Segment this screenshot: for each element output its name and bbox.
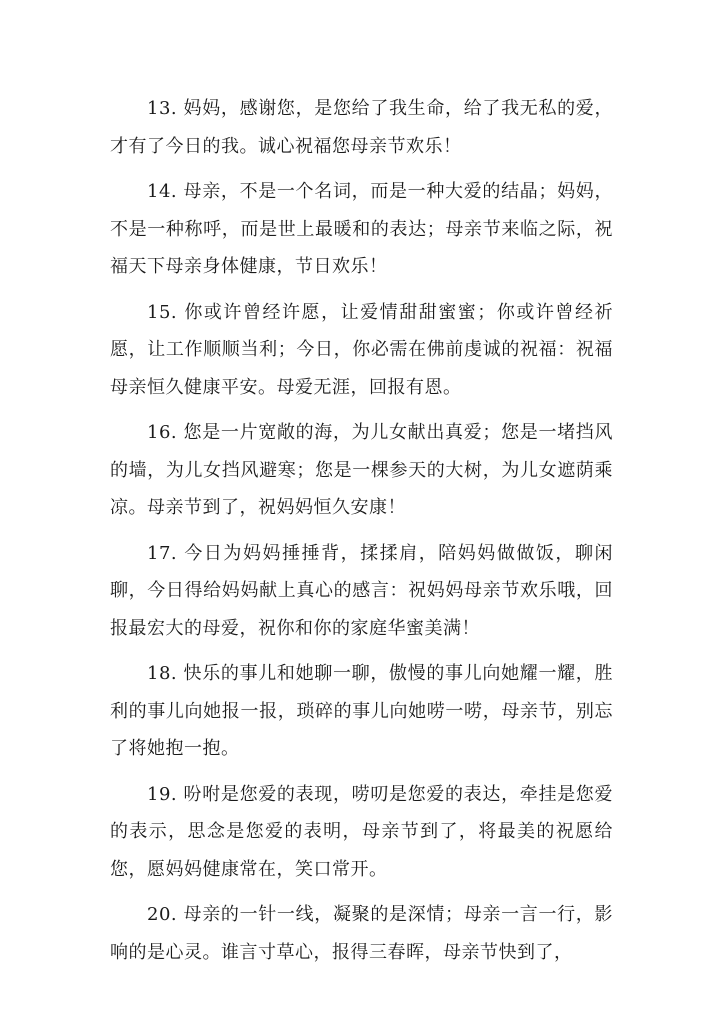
paragraph-20: 20. 母亲的一针一线，凝聚的是深情；母亲一言一行，影响的是心灵。谁言寸草心，报得三春晖，母亲节快到了， [110,904,613,963]
paragraph-19: 19. 吩咐是您爱的表现，唠叨是您爱的表达，牵挂是您爱的表示，思念是您爱的表明，母亲节到了，将最美的祝愿给您，愿妈妈健康常在，笑口常开。 [110,783,613,880]
paragraph-13: 13. 妈妈，感谢您，是您给了我生命，给了我无私的爱，才有了今日的我。诚心祝福您母亲节欢乐！ [110,98,613,157]
paragraph-16: 16. 您是一片宽敞的海，为儿女献出真爱；您是一堵挡风的墙，为儿女挡风避寒；您是一棵参天的大树，为儿女遮荫乘凉。母亲节到了，祝妈妈恒久安康！ [110,422,613,518]
paragraph-18: 18. 快乐的事儿和她聊一聊，傲慢的事儿向她耀一耀，胜利的事儿向她报一报，琐碎的事儿向她唠一唠，母亲节，别忘了将她抱一抱。 [110,663,613,759]
paragraph-17: 17. 今日为妈妈捶捶背，揉揉肩，陪妈妈做做饭，聊闲聊，今日得给妈妈献上真心的感言：祝妈妈母亲节欢乐哦，回报最宏大的母爱，祝你和你的家庭华蜜美满！ [110,542,613,639]
paragraph-15: 15. 你或许曾经许愿，让爱情甜甜蜜蜜；你或许曾经祈愿，让工作顺顺当利；今日，你必需在佛前虔诚的祝福：祝福母亲恒久健康平安。母爱无涯，回报有恩。 [110,301,613,398]
document-body [110,90,613,979]
paragraph-14: 14. 母亲，不是一个名词，而是一种大爱的结晶；妈妈，不是一种称呼，而是世上最暖和的表达；母亲节来临之际，祝福天下母亲身体健康，节日欢乐！ [110,181,613,277]
